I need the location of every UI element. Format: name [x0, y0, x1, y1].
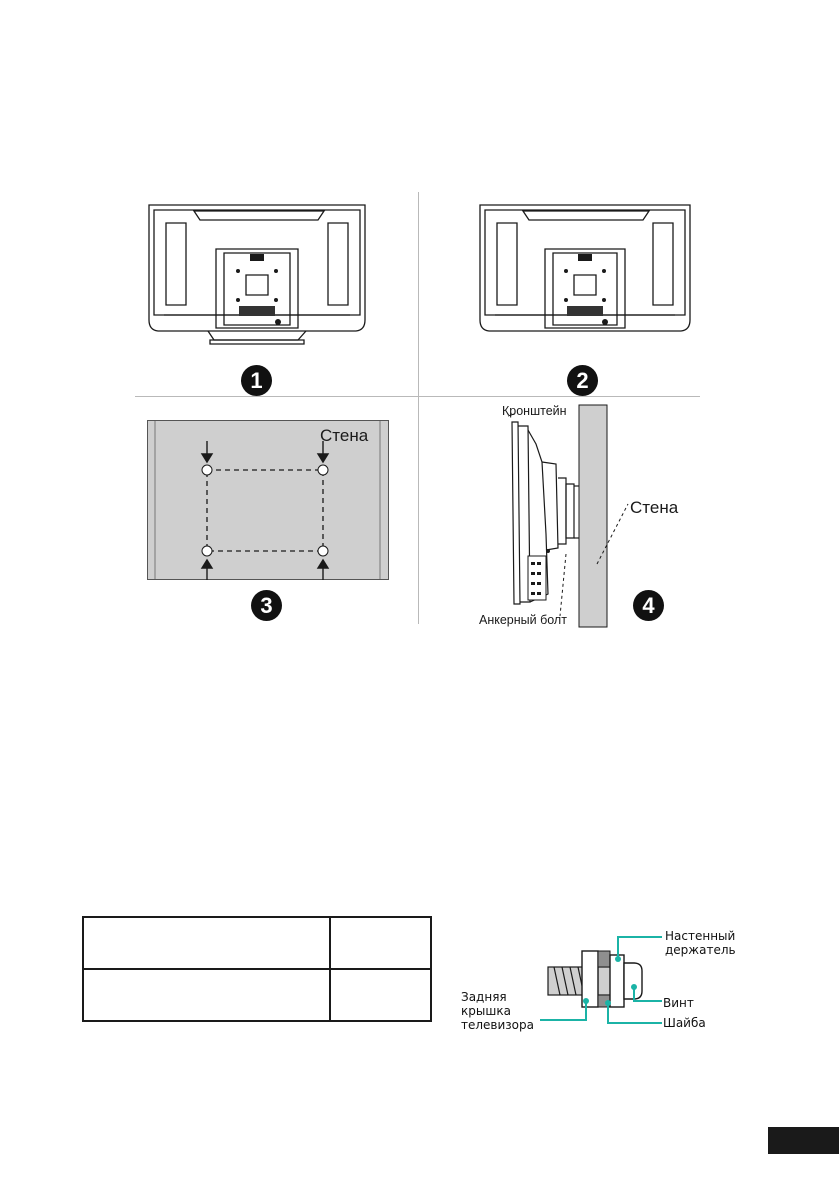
step-3-badge: 3	[251, 590, 282, 621]
tv-rear-stand-removed-illustration	[477, 203, 693, 335]
step-4-wall-label: Стена	[630, 498, 679, 517]
step-2-badge: 2	[567, 365, 598, 396]
table-cell	[330, 917, 431, 969]
table-row	[83, 917, 431, 969]
page-corner-tab	[768, 1127, 839, 1154]
tv-rear-with-stand-illustration	[146, 203, 368, 346]
table-cell	[330, 969, 431, 1021]
table-cell	[83, 969, 330, 1021]
table-row	[83, 969, 431, 1021]
tv-back-cover-label: Задняя крышка телевизора	[461, 990, 534, 1032]
step-3-wall-label: Стена	[320, 426, 369, 445]
table-cell	[83, 917, 330, 969]
screw-label: Винт	[663, 996, 694, 1010]
anchor-bolt-label: Анкерный болт	[479, 613, 567, 627]
grid-divider-horizontal	[135, 396, 700, 397]
spec-table	[82, 916, 432, 1022]
grid-divider-vertical	[418, 192, 419, 624]
wall-holder-label: Настенный держатель	[665, 929, 736, 957]
step-4-badge: 4	[633, 590, 664, 621]
screw-fastener-diagram	[530, 925, 680, 1025]
step-1-badge: 1	[241, 365, 272, 396]
bracket-label: Кронштейн	[502, 404, 567, 418]
washer-label: Шайба	[663, 1016, 706, 1030]
